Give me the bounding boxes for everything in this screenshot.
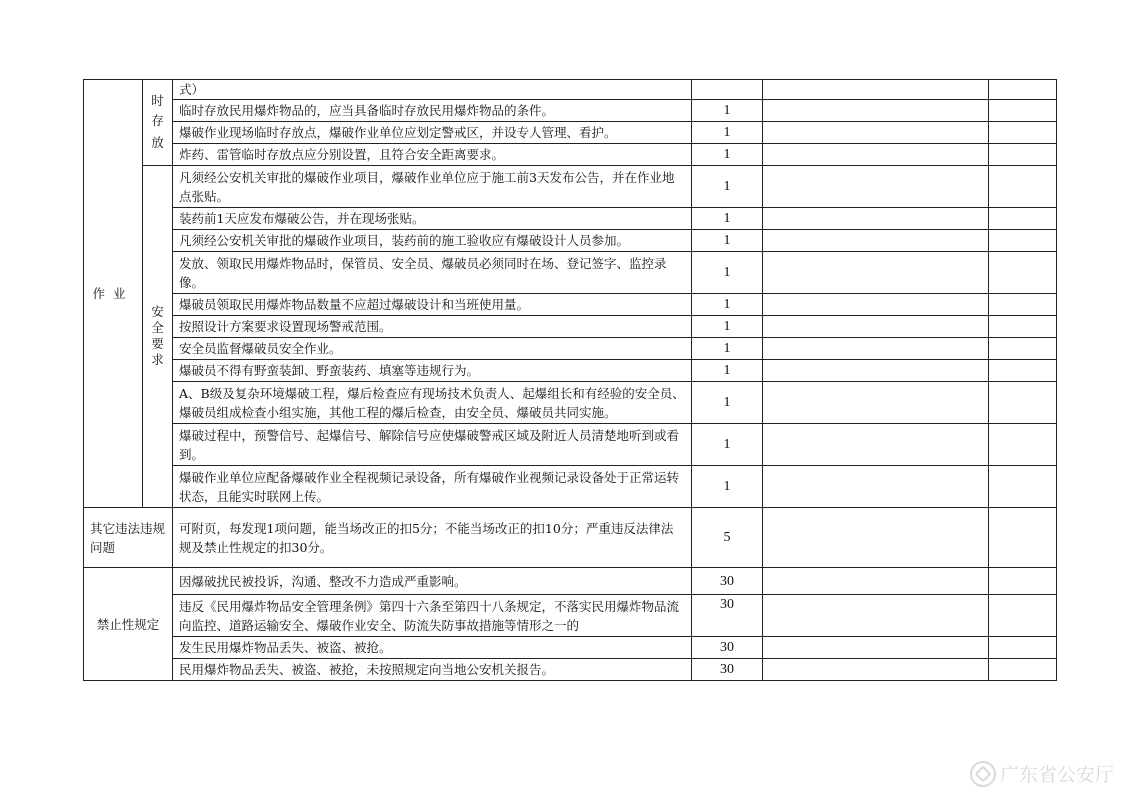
- subcategory-label-top: 时: [151, 93, 164, 108]
- remark-cell: [989, 100, 1057, 122]
- table-row: [84, 122, 1057, 144]
- subcategory-cell: [143, 166, 173, 508]
- item-score: 5: [692, 508, 763, 568]
- item-score: 1: [692, 316, 763, 338]
- deduction-cell: [763, 508, 989, 568]
- item-content: 按照设计方案要求设置现场警戒范围。: [173, 316, 692, 338]
- item-content: 爆破员领取民用爆炸物品数量不应超过爆破设计和当班使用量。: [173, 294, 692, 316]
- item-score: 1: [692, 424, 763, 466]
- item-score: [692, 80, 763, 100]
- deduction-cell: [763, 637, 989, 659]
- item-score: 30: [692, 568, 763, 595]
- subcategory-cell: [143, 80, 173, 166]
- deduction-cell: [763, 208, 989, 230]
- deduction-cell: [763, 360, 989, 382]
- remark-cell: [989, 508, 1057, 568]
- remark-cell: [989, 659, 1057, 681]
- item-score: 1: [692, 252, 763, 294]
- item-content: 安全员监督爆破员安全作业。: [173, 338, 692, 360]
- category-label: 作业: [92, 286, 134, 301]
- item-score: 1: [692, 122, 763, 144]
- item-content: 违反《民用爆炸物品安全管理条例》第四十六条至第四十八条规定，不落实民用爆炸物品流向监控、道路运输安全、爆破作业安全、防流失防事故措施等情形之一的: [173, 595, 692, 637]
- table-row: [84, 144, 1057, 166]
- item-score: 1: [692, 360, 763, 382]
- table-row: [84, 659, 1057, 681]
- deduction-cell: [763, 230, 989, 252]
- item-score: 1: [692, 208, 763, 230]
- item-score: 1: [692, 338, 763, 360]
- category-cell: [84, 508, 173, 568]
- deduction-cell: [763, 294, 989, 316]
- table-row: [84, 568, 1057, 595]
- item-content: 凡须经公安机关审批的爆破作业项目，装药前的施工验收应有爆破设计人员参加。: [173, 230, 692, 252]
- table-row: [84, 252, 1057, 294]
- table-row: [84, 508, 1057, 568]
- inspection-table: [83, 79, 1057, 681]
- remark-cell: [989, 80, 1057, 100]
- deduction-cell: [763, 424, 989, 466]
- table-row: [84, 382, 1057, 424]
- item-score: 1: [692, 100, 763, 122]
- deduction-cell: [763, 568, 989, 595]
- deduction-cell: [763, 659, 989, 681]
- table-row: [84, 166, 1057, 208]
- deduction-cell: [763, 382, 989, 424]
- deduction-cell: [763, 100, 989, 122]
- item-content: 式）: [173, 80, 692, 100]
- remark-cell: [989, 122, 1057, 144]
- remark-cell: [989, 424, 1057, 466]
- table-row: [84, 595, 1057, 637]
- item-score: 1: [692, 466, 763, 508]
- table-row: [84, 208, 1057, 230]
- deduction-cell: [763, 338, 989, 360]
- remark-cell: [989, 338, 1057, 360]
- table-row: [84, 80, 1057, 100]
- item-content: 爆破作业现场临时存放点，爆破作业单位应划定警戒区，并设专人管理、看护。: [173, 122, 692, 144]
- subcategory-label-rest: 存放: [151, 113, 164, 150]
- table-row: [84, 466, 1057, 508]
- item-score: 1: [692, 144, 763, 166]
- table-row: [84, 360, 1057, 382]
- item-content: 爆破过程中，预警信号、起爆信号、解除信号应使爆破警戒区域及附近人员清楚地听到或看到。: [173, 424, 692, 466]
- table-row: [84, 637, 1057, 659]
- remark-cell: [989, 595, 1057, 637]
- item-score: 30: [692, 637, 763, 659]
- remark-cell: [989, 568, 1057, 595]
- table-row: [84, 230, 1057, 252]
- category-cell: [84, 80, 143, 508]
- remark-cell: [989, 144, 1057, 166]
- remark-cell: [989, 252, 1057, 294]
- deduction-cell: [763, 316, 989, 338]
- item-content: 装药前1天应发布爆破公告，并在现场张贴。: [173, 208, 692, 230]
- deduction-cell: [763, 466, 989, 508]
- item-content: A、B级及复杂环境爆破工程，爆后检查应有现场技术负责人、起爆组长和有经验的安全员、爆破员组成检查小组实施，其他工程的爆后检查，由安全员、爆破员共同实施。: [173, 382, 692, 424]
- remark-cell: [989, 466, 1057, 508]
- remark-cell: [989, 360, 1057, 382]
- item-score: 1: [692, 166, 763, 208]
- table-row: [84, 316, 1057, 338]
- remark-cell: [989, 166, 1057, 208]
- item-content: 因爆破扰民被投诉，沟通、整改不力造成严重影响。: [173, 568, 692, 595]
- category-label: 禁止性规定: [96, 616, 160, 632]
- item-content: 爆破员不得有野蛮装卸、野蛮装药、填塞等违规行为。: [173, 360, 692, 382]
- remark-cell: [989, 294, 1057, 316]
- table-row: [84, 338, 1057, 360]
- subcategory-label: 安全要求: [151, 304, 164, 367]
- item-score: 30: [692, 595, 763, 637]
- deduction-cell: [763, 166, 989, 208]
- remark-cell: [989, 382, 1057, 424]
- table-row: [84, 294, 1057, 316]
- watermark-text: 广东省公安厅: [999, 764, 1114, 786]
- remark-cell: [989, 316, 1057, 338]
- deduction-cell: [763, 252, 989, 294]
- item-content: 可附页，每发现1项问题，能当场改正的扣5分；不能当场改正的扣10分；严重违反法律法规及禁止性规定的扣30分。: [173, 508, 692, 568]
- category-cell: [84, 568, 173, 681]
- table-row: [84, 424, 1057, 466]
- item-score: 30: [692, 659, 763, 681]
- item-content: 凡须经公安机关审批的爆破作业项目，爆破作业单位应于施工前3天发布公告，并在作业地点张贴。: [173, 166, 692, 208]
- item-content: 民用爆炸物品丢失、被盗、被抢，未按照规定向当地公安机关报告。: [173, 659, 692, 681]
- item-content: 爆破作业单位应配备爆破作业全程视频记录设备，所有爆破作业视频记录设备处于正常运转状态，且能实时联网上传。: [173, 466, 692, 508]
- deduction-cell: [763, 122, 989, 144]
- item-score: 1: [692, 294, 763, 316]
- remark-cell: [989, 230, 1057, 252]
- table-row: [84, 100, 1057, 122]
- remark-cell: [989, 637, 1057, 659]
- item-score: 1: [692, 230, 763, 252]
- remark-cell: [989, 208, 1057, 230]
- deduction-cell: [763, 80, 989, 100]
- item-score: 1: [692, 382, 763, 424]
- item-content: 临时存放民用爆炸物品的，应当具备临时存放民用爆炸物品的条件。: [173, 100, 692, 122]
- deduction-cell: [763, 144, 989, 166]
- item-content: 炸药、雷管临时存放点应分别设置，且符合安全距离要求。: [173, 144, 692, 166]
- police-badge-icon: [970, 761, 996, 787]
- item-content: 发生民用爆炸物品丢失、被盗、被抢。: [173, 637, 692, 659]
- item-content: 发放、领取民用爆炸物品时，保管员、安全员、爆破员必须同时在场、登记签字、监控录像。: [173, 252, 692, 294]
- deduction-cell: [763, 595, 989, 637]
- category-label: 其它违法违规问题: [90, 520, 166, 555]
- watermark: [970, 760, 1114, 787]
